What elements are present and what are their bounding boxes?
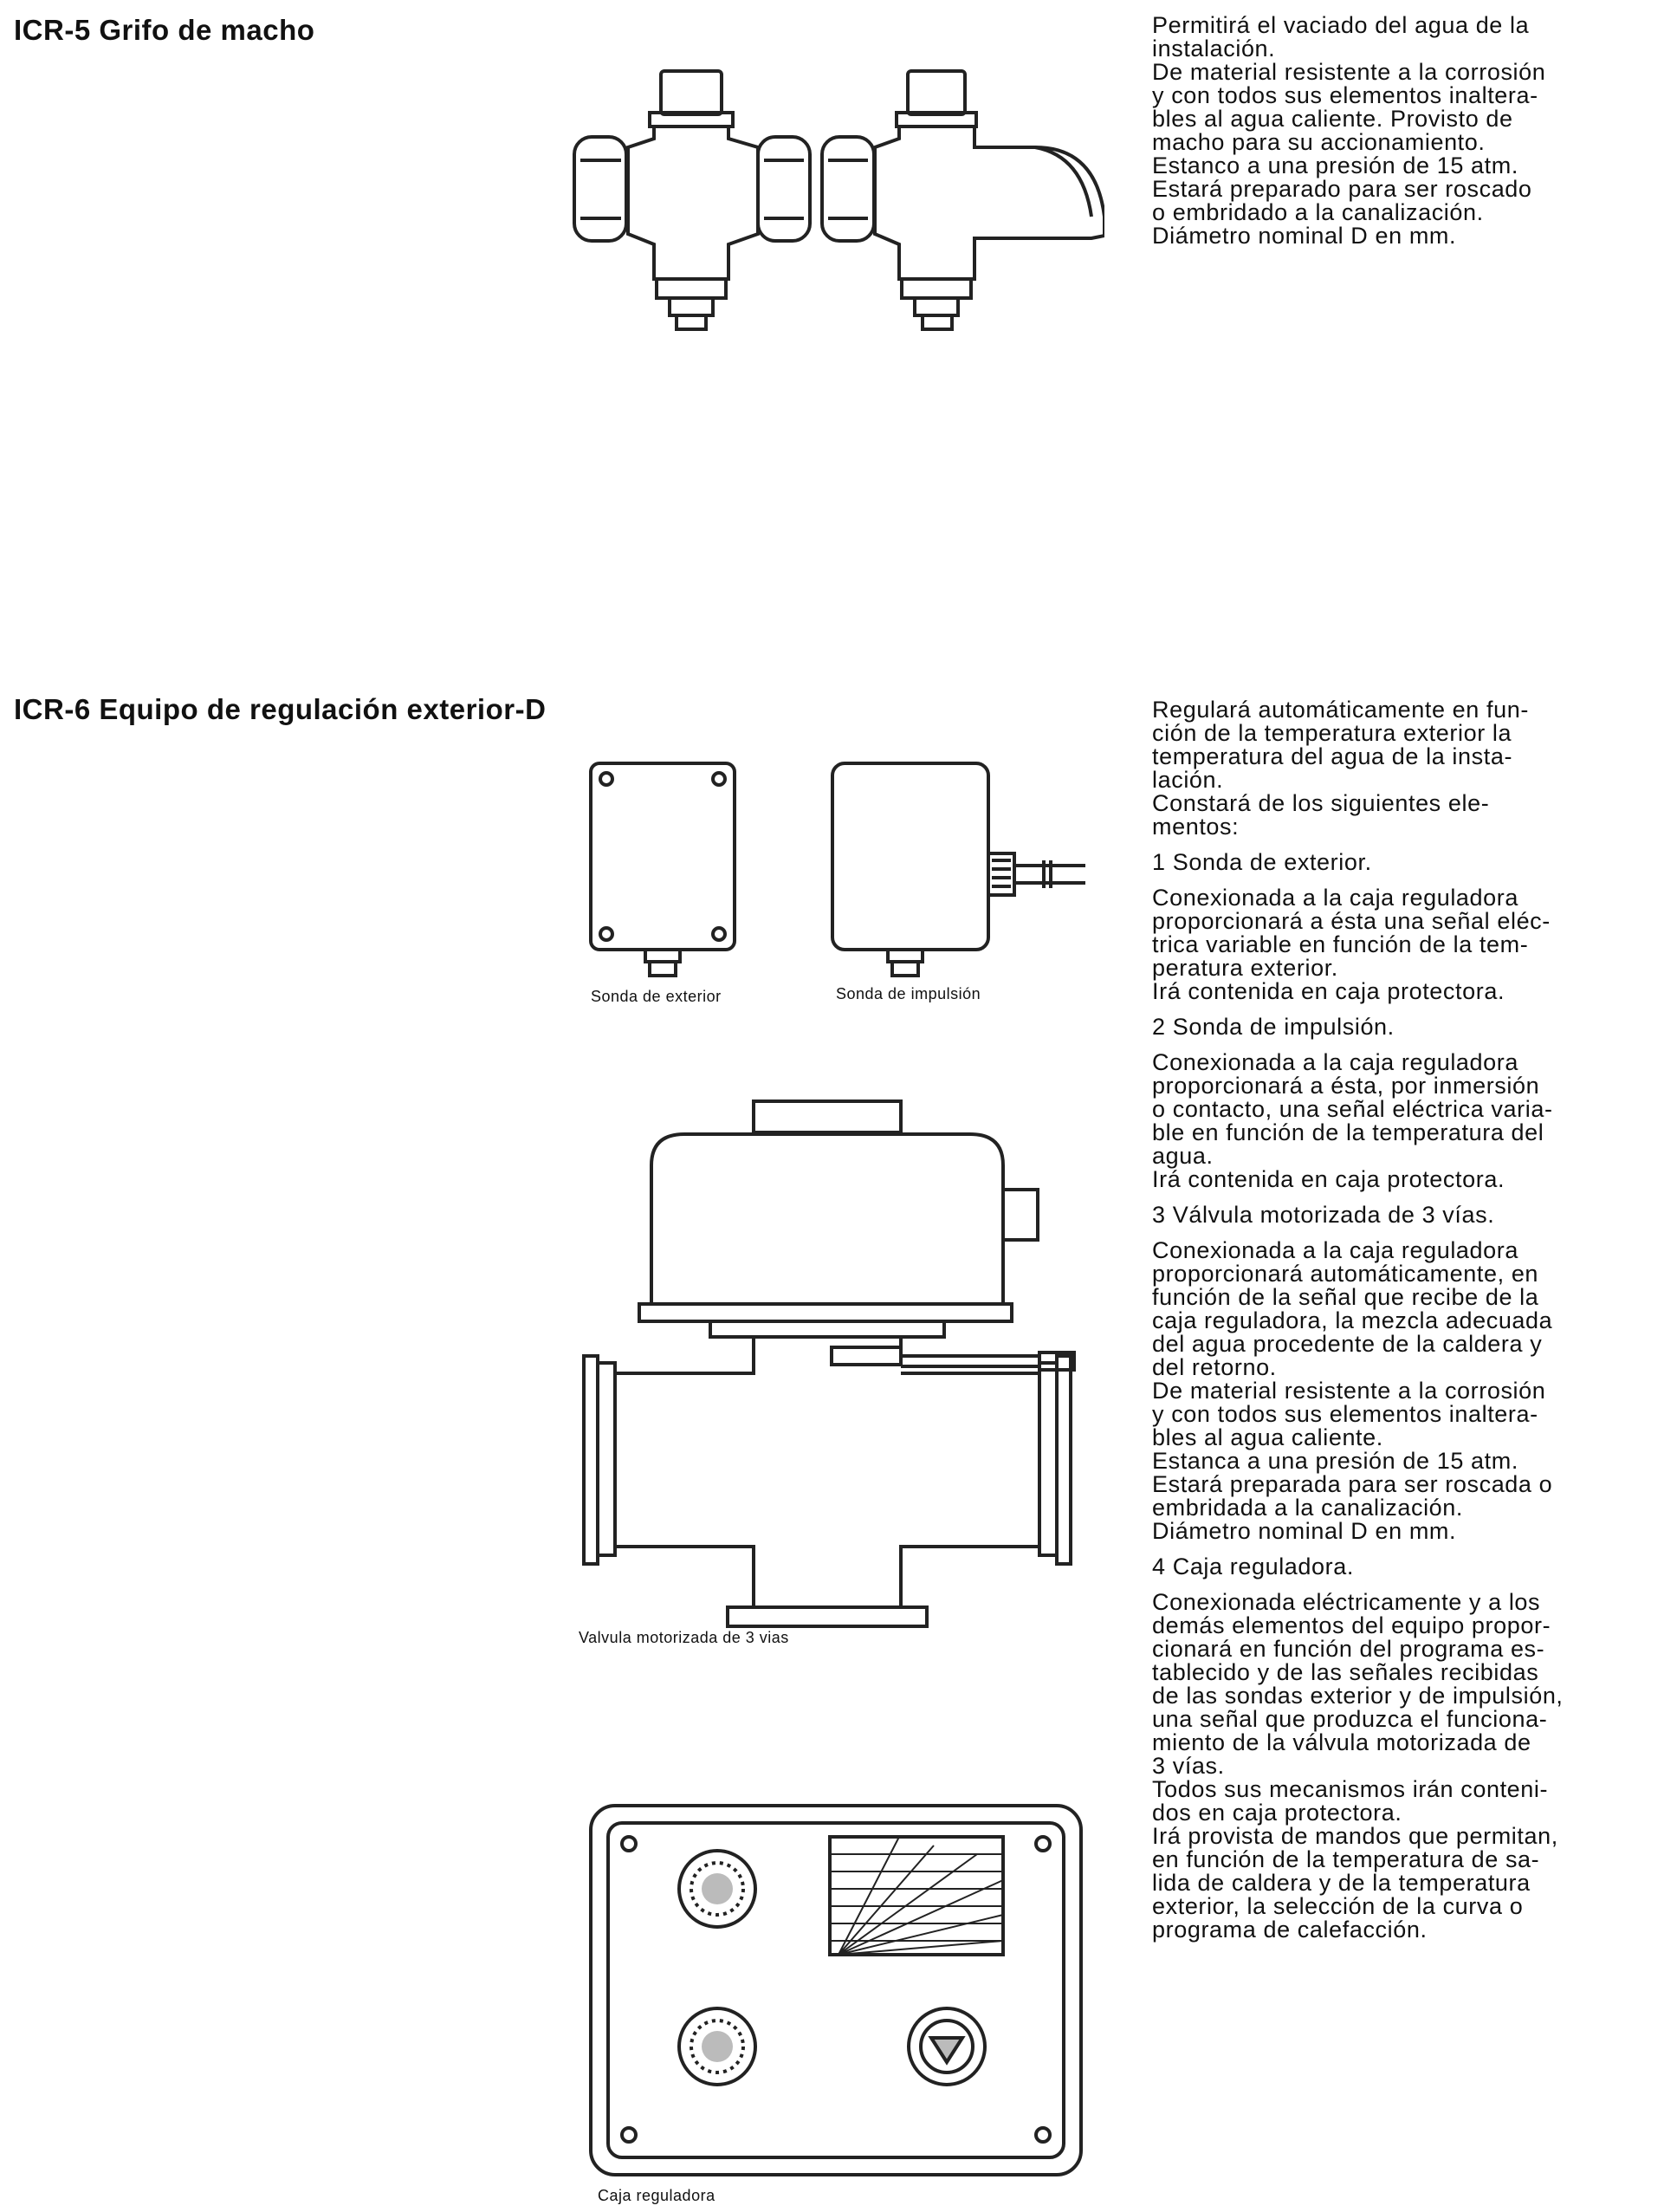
flow-sensor-figure xyxy=(827,758,1087,983)
text-line: o embridado a la canalización. xyxy=(1152,199,1484,225)
text-line: y con todos sus elementos inaltera- xyxy=(1152,1401,1538,1427)
text-line: caja reguladora, la mezcla adecuada xyxy=(1152,1307,1553,1333)
text-line: proporcionará a ésta una señal eléc- xyxy=(1152,908,1551,934)
text-line: macho para su accionamiento. xyxy=(1152,129,1486,155)
text-line: Diámetro nominal D en mm. xyxy=(1152,223,1457,249)
text-line: agua. xyxy=(1152,1143,1214,1169)
caption-sonda-exterior: Sonda de exterior xyxy=(591,988,722,1005)
text-line: Irá contenida en caja protectora. xyxy=(1152,978,1505,1004)
icr6-title: ICR-6 Equipo de regulación exterior-D xyxy=(14,693,547,725)
text-line: mentos: xyxy=(1152,814,1240,840)
text-line: del agua procedente de la caldera y xyxy=(1152,1331,1543,1357)
text-line: Conexionada eléctricamente y a los xyxy=(1152,1589,1541,1615)
text-line: temperatura del agua de la insta- xyxy=(1152,743,1513,769)
text-line: Conexionada a la caja reguladora xyxy=(1152,1237,1518,1263)
text-line: de las sondas exterior y de impulsión, xyxy=(1152,1683,1564,1709)
text-line: Permitirá el vaciado del agua de la xyxy=(1152,12,1530,38)
text-line: Estará preparada para ser roscada o xyxy=(1152,1471,1553,1497)
text-line: Irá provista de mandos que permitan, xyxy=(1152,1823,1558,1849)
text-line: miento de la válvula motorizada de xyxy=(1152,1729,1531,1755)
text-line: bles al agua caliente. xyxy=(1152,1424,1383,1450)
text-line: tablecido y de las señales recibidas xyxy=(1152,1659,1539,1685)
text-line: del retorno. xyxy=(1152,1354,1277,1380)
item-title: 3 Válvula motorizada de 3 vías. xyxy=(1152,1202,1495,1228)
text-line: instalación. xyxy=(1152,36,1276,62)
text-line: Diámetro nominal D en mm. xyxy=(1152,1518,1457,1544)
item-title: 2 Sonda de impulsión. xyxy=(1152,1014,1395,1040)
text-line: bles al agua caliente. Provisto de xyxy=(1152,106,1513,132)
item-title: 1 Sonda de exterior. xyxy=(1152,849,1372,875)
text-line: función de la señal que recibe de la xyxy=(1152,1284,1539,1310)
caption-sonda-impulsion: Sonda de impulsión xyxy=(836,985,981,1002)
text-line: en función de la temperatura de sa- xyxy=(1152,1846,1540,1872)
text-line: exterior, la selección de la curva o xyxy=(1152,1893,1524,1919)
text-line: Todos sus mecanismos irán conteni- xyxy=(1152,1776,1549,1802)
text-line: lida de caldera y de la temperatura xyxy=(1152,1870,1531,1896)
text-line: o contacto, una señal eléctrica varia- xyxy=(1152,1096,1553,1122)
text-line: Conexionada a la caja reguladora xyxy=(1152,1049,1518,1075)
text-line: cionará en función del programa es- xyxy=(1152,1636,1545,1662)
text-line: ble en función de la temperatura del xyxy=(1152,1119,1544,1145)
icr5-title: ICR-5 Grifo de macho xyxy=(14,14,315,46)
plug-valve-figure xyxy=(567,61,1104,338)
text-line: Conexionada a la caja reguladora xyxy=(1152,885,1518,911)
text-line: lación. xyxy=(1152,767,1224,793)
icr5-description xyxy=(1152,14,1654,248)
text-line: una señal que produzca el funciona- xyxy=(1152,1706,1548,1732)
text-line: 3 vías. xyxy=(1152,1753,1225,1779)
text-line: ción de la temperatura exterior la xyxy=(1152,720,1512,746)
text-line: y con todos sus elementos inaltera- xyxy=(1152,82,1538,108)
caption-valvula: Valvula motorizada de 3 vias xyxy=(579,1629,789,1646)
text-line: Estanco a una presión de 15 atm. xyxy=(1152,152,1518,178)
text-line: programa de calefacción. xyxy=(1152,1917,1428,1943)
text-line: Estará preparado para ser roscado xyxy=(1152,176,1532,202)
text-line: demás elementos del equipo propor- xyxy=(1152,1612,1551,1638)
motorized-valve-figure xyxy=(572,1096,1083,1659)
text-line: Regulará automáticamente en fun- xyxy=(1152,697,1529,723)
text-line: De material resistente a la corrosión xyxy=(1152,1378,1546,1404)
text-line: embridada a la canalización. xyxy=(1152,1495,1464,1521)
control-box-figure xyxy=(587,1802,1090,2183)
text-line: De material resistente a la corrosión xyxy=(1152,59,1546,85)
icr6-description xyxy=(1152,698,1654,1942)
text-line: proporcionará a ésta, por inmersión xyxy=(1152,1073,1540,1099)
text-line: Irá contenida en caja protectora. xyxy=(1152,1166,1505,1192)
text-line: Estanca a una presión de 15 atm. xyxy=(1152,1448,1518,1474)
text-line: Constará de los siguientes ele- xyxy=(1152,790,1490,816)
text-line: dos en caja protectora. xyxy=(1152,1800,1402,1826)
caption-caja: Caja reguladora xyxy=(598,2187,715,2204)
text-line: trica variable en función de la tem- xyxy=(1152,931,1529,957)
text-line: peratura exterior. xyxy=(1152,955,1338,981)
outdoor-sensor-figure xyxy=(580,758,745,983)
item-title: 4 Caja reguladora. xyxy=(1152,1554,1354,1580)
text-line: proporcionará automáticamente, en xyxy=(1152,1261,1539,1287)
